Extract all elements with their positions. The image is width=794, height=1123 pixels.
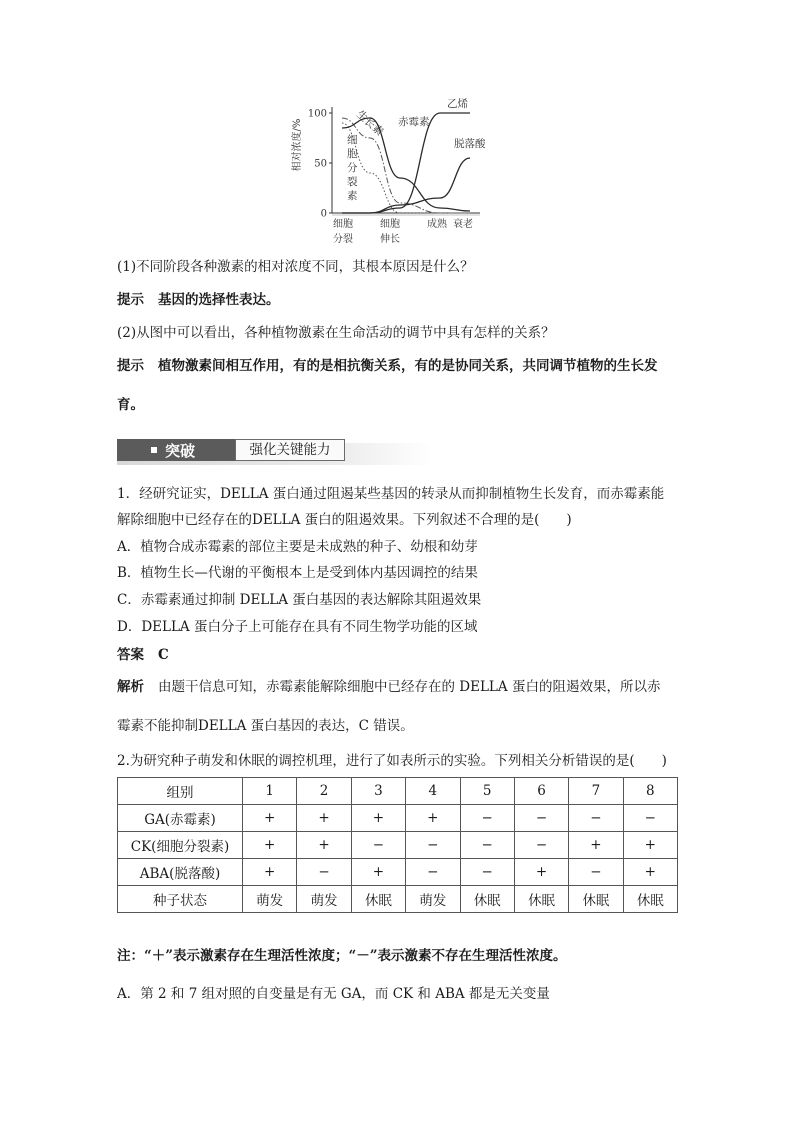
answer-value: C [158,647,169,663]
table-cell: + [351,805,405,832]
table-cell: − [569,859,623,886]
table-row-label: ABA(脱落酸) [118,859,243,886]
section-banner [117,437,433,465]
y-tick-label: 0 [320,208,327,220]
question-2: (2)从图中可以看出，各种植物激素在生命活动的调节中具有怎样的关系？ [117,325,555,341]
table-note: 注：“＋”表示激素存在生理活性浓度；“－”表示激素不存在生理活性浓度。 [117,948,567,964]
problem-1-stem-line-2: 解除细胞中已经存在的DELLA 蛋白的阻遏效果。下列叙述不合理的是( ) [117,512,572,528]
table-cell: 6 [514,778,568,805]
series-line-赤霉素 [342,118,470,211]
stage-label: 伸长 [380,234,400,245]
table-cell: 1 [243,778,297,805]
series-lines [342,113,470,213]
square-bullet-icon [151,447,157,453]
series-label-cytokinin: 胞 [347,148,358,160]
table-cell: + [623,832,677,859]
table-cell: + [351,859,405,886]
table-cell: − [406,859,460,886]
problem-1-option-a: A．植物合成赤霉素的部位主要是未成熟的种子、幼根和幼芽 [117,539,478,555]
table-cell: + [243,832,297,859]
hormone-concentration-chart [290,95,500,253]
series-label-cytokinin: 素 [347,190,358,202]
series-label-cytokinin: 分 [347,162,358,174]
series-label-cytokinin: 细 [347,134,358,146]
hint-text-line-2: 育。 [117,397,144,413]
problem-1-analysis-line-2: 霉素不能抑制DELLA 蛋白基因的表达，C 错误。 [117,718,414,734]
table-cell: 休眠 [460,886,514,913]
table-cell: 5 [460,778,514,805]
table-cell: − [297,859,351,886]
table-row [118,886,678,913]
table-cell: 萌发 [406,886,460,913]
series-label-abscisic-acid: 脱落酸 [454,138,486,150]
table-cell: 休眠 [514,886,568,913]
answer-label: 答案 [117,647,144,663]
table-cell: 休眠 [351,886,405,913]
analysis-text-1: 由题干信息可知，赤霉素能解除细胞中已经存在的 DELLA 蛋白的阻遏效果，所以赤 [158,679,661,695]
series-label-gibberellin: 赤霉素 [398,116,430,128]
table-cell: − [351,832,405,859]
table-cell: 萌发 [297,886,351,913]
stage-label: 分裂 [333,234,353,245]
table-cell: 休眠 [569,886,623,913]
stage-labels [333,217,473,245]
table-header-row [118,778,678,805]
problem-1-analysis-line-1 [117,677,660,697]
table-cell: − [460,859,514,886]
table-cell: − [623,805,677,832]
y-tick-label: 50 [314,158,327,170]
series-label-auxin: 生长素 [353,108,386,139]
series-line-脱落酸 [342,158,470,213]
y-axis-ticks [308,109,332,220]
table-row-label: CK(细胞分裂素) [118,832,243,859]
table-cell: − [514,805,568,832]
table-cell: 4 [406,778,460,805]
y-tick-label: 100 [307,108,327,120]
hint-text-line-1: 植物激素间相互作用，有的是相抗衡关系，有的是协同关系，共同调节植物的生长发 [158,358,658,374]
series-label-ethylene: 乙烯 [447,98,468,110]
answer-2 [117,356,658,376]
series-label-cytokinin: 裂 [347,176,358,188]
problem-1-option-d: D．DELLA 蛋白分子上可能存在具有不同生物学功能的区域 [117,619,478,635]
table-row-label: 种子状态 [118,886,243,913]
table-cell: + [243,859,297,886]
table-row [118,805,678,832]
problem-1-answer [117,645,169,665]
series-line-细胞分裂素 [342,123,470,213]
svg-text:相对浓度/%: 相对浓度/% [292,118,303,172]
problem-1-option-c: C．赤霉素通过抑制 DELLA 蛋白基因的表达解除其阻遏效果 [117,592,482,608]
banner-tag [117,439,235,461]
table-cell: 休眠 [623,886,677,913]
table-row-label: GA(赤霉素) [118,805,243,832]
table-cell: + [514,859,568,886]
problem-1-option-b: B．植物生长—代谢的平衡根本上是受到体内基因调控的结果 [117,565,478,581]
table-cell: − [514,832,568,859]
table-cell: 7 [569,778,623,805]
stage-label: 衰老 [453,219,473,230]
stage-label: 细胞 [380,219,400,230]
table-row-label: 组别 [118,778,243,805]
table-cell: 萌发 [243,886,297,913]
table-cell: + [297,805,351,832]
banner-title: 突破 [165,442,196,460]
table-cell: − [460,832,514,859]
table-cell: + [623,859,677,886]
stage-label: 成熟 [427,219,447,230]
problem-1-stem-line-1: 1．经研究证实，DELLA 蛋白通过阻遏某些基因的转录从而抑制植物生长发育，而赤霉素能 [117,486,665,502]
stage-label: 细胞 [333,219,353,230]
hint-text: 基因的选择性表达。 [158,292,280,308]
table-cell: − [569,805,623,832]
question-1: (1)不同阶段各种激素的相对浓度不同，其根本原因是什么？ [117,259,474,275]
problem-2-stem: 2.为研究种子萌发和休眠的调控机理，进行了如表所示的实验。下列相关分析错误的是( ) [117,753,667,769]
table-cell: − [460,805,514,832]
hint-label: 提示 [117,292,144,308]
experiment-table [117,777,678,913]
table-cell: + [243,805,297,832]
hint-label: 提示 [117,358,144,374]
banner-subtitle: 强化关键能力 [235,439,345,461]
table-cell: 3 [351,778,405,805]
table-cell: 8 [623,778,677,805]
y-axis-label [290,119,303,172]
answer-1 [117,290,280,310]
table-cell: + [297,832,351,859]
problem-2-option-a: A．第 2 和 7 组对照的自变量是有无 GA，而 CK 和 ABA 都是无关变量 [117,986,550,1002]
analysis-label: 解析 [117,679,144,695]
table-cell: 2 [297,778,351,805]
table-row [118,832,678,859]
table-cell: + [569,832,623,859]
table-cell: + [406,805,460,832]
table-cell: − [406,832,460,859]
series-line-生长素 [342,118,470,213]
table-row [118,859,678,886]
